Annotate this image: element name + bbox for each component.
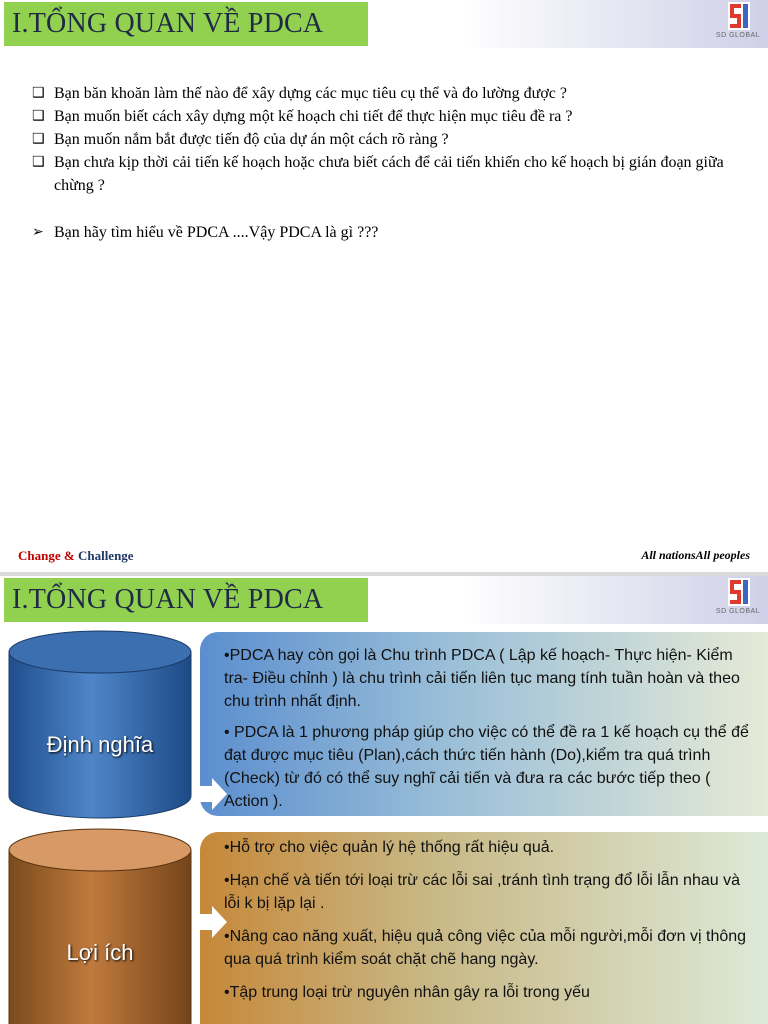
definition-paragraph: • PDCA là 1 phương pháp giúp cho việc có thể đề ra 1 kế hoạch cụ thể để đạt được mục tiêu (Plan),cách thức tiến hành (Do),kiểm tra quá trình (Check) từ đó có thể suy nghĩ cải tiến và đưa ra các bước tiếp theo ( Action ).	[224, 724, 749, 810]
slide-2	[0, 576, 768, 1024]
cylinder-brown-shape	[8, 828, 192, 1024]
list-item	[32, 151, 732, 197]
definition-label: Định nghĩa	[46, 732, 154, 757]
benefit-panel	[200, 832, 768, 1024]
logo-icon	[728, 2, 750, 30]
definition-panel	[200, 632, 768, 816]
list-item-text: Bạn muốn biết cách xây dựng một kế hoạch chi tiết để thực hiện mục tiêu đề ra ?	[54, 108, 573, 125]
question-list	[32, 82, 732, 244]
logo-icon	[728, 578, 750, 606]
logo-text: SD GLOBAL	[715, 32, 761, 39]
title-box	[4, 2, 368, 46]
list-item-text: Bạn băn khoăn làm thế nào để xây dựng các mục tiêu cụ thể và đo lường được ?	[54, 85, 567, 102]
benefit-paragraph: •Hạn chế và tiến tới loại trừ các lỗi sai ,tránh tình trạng đổ lỗi lẫn nhau và lỗi k bị lặp lại .	[224, 872, 740, 912]
definition-cylinder	[8, 630, 192, 820]
list-item	[32, 82, 732, 105]
title-bar	[0, 576, 768, 624]
sd-global-logo	[714, 2, 762, 44]
benefit-paragraph: •Nâng cao năng xuất, hiệu quả công việc của mỗi người,mỗi đơn vị thông qua quá trình kiểm soát chặt chẽ hang ngày.	[224, 928, 747, 968]
footer-change: Change	[18, 548, 61, 563]
definition-paragraph: •PDCA hay còn gọi là Chu trình PDCA ( Lập kế hoạch- Thực hiện- Kiểm tra- Điều chỉnh ) là chu trình cải tiến liên tục mang tính tuần hoàn và theo chu trình nhất định.	[224, 647, 740, 710]
title-box	[4, 578, 368, 622]
checkbox-bullet-icon: ❑	[32, 85, 45, 101]
footer-slogan	[18, 548, 134, 564]
slide-title: I.TỔNG QUAN VỀ PDCA	[12, 8, 324, 39]
checkbox-bullet-icon: ❑	[32, 154, 45, 170]
checkbox-bullet-icon: ❑	[32, 131, 45, 147]
title-bar	[0, 0, 768, 48]
footer-amp: &	[60, 548, 78, 563]
arrow-item-text: Bạn hãy tìm hiểu về PDCA ....Vậy PDCA là gì ???	[54, 224, 379, 241]
benefit-paragraph: •Hỗ trợ cho việc quản lý hệ thống rất hiệu quả.	[224, 839, 555, 856]
list-item-text: Bạn chưa kịp thời cải tiến kế hoạch hoặc chưa biết cách để cải tiến khiến cho kế hoạch bị gián đoạn giữa chừng ?	[54, 154, 724, 194]
slide-title: I.TỔNG QUAN VỀ PDCA	[12, 584, 324, 615]
checkbox-bullet-icon: ❑	[32, 108, 45, 124]
cylinder-blue-shape	[8, 630, 192, 820]
arrowhead-bullet-icon: ➢	[32, 224, 44, 240]
benefit-paragraph: •Tập trung loại trừ nguyên nhân gây ra lỗi trong yếu	[224, 984, 590, 1001]
footer-challenge: Challenge	[77, 548, 134, 563]
list-item	[32, 105, 732, 128]
logo-text: SD GLOBAL	[715, 608, 761, 615]
benefit-cylinder	[8, 828, 192, 1024]
benefit-label: Lợi ích	[66, 940, 134, 965]
arrow-item	[32, 221, 732, 244]
sd-global-logo	[714, 578, 762, 620]
list-item	[32, 128, 732, 151]
footer-tagline: All nationsAll peoples	[641, 548, 750, 562]
list-item-text: Bạn muốn nắm bắt được tiến độ của dự án một cách rõ ràng ?	[54, 131, 449, 148]
